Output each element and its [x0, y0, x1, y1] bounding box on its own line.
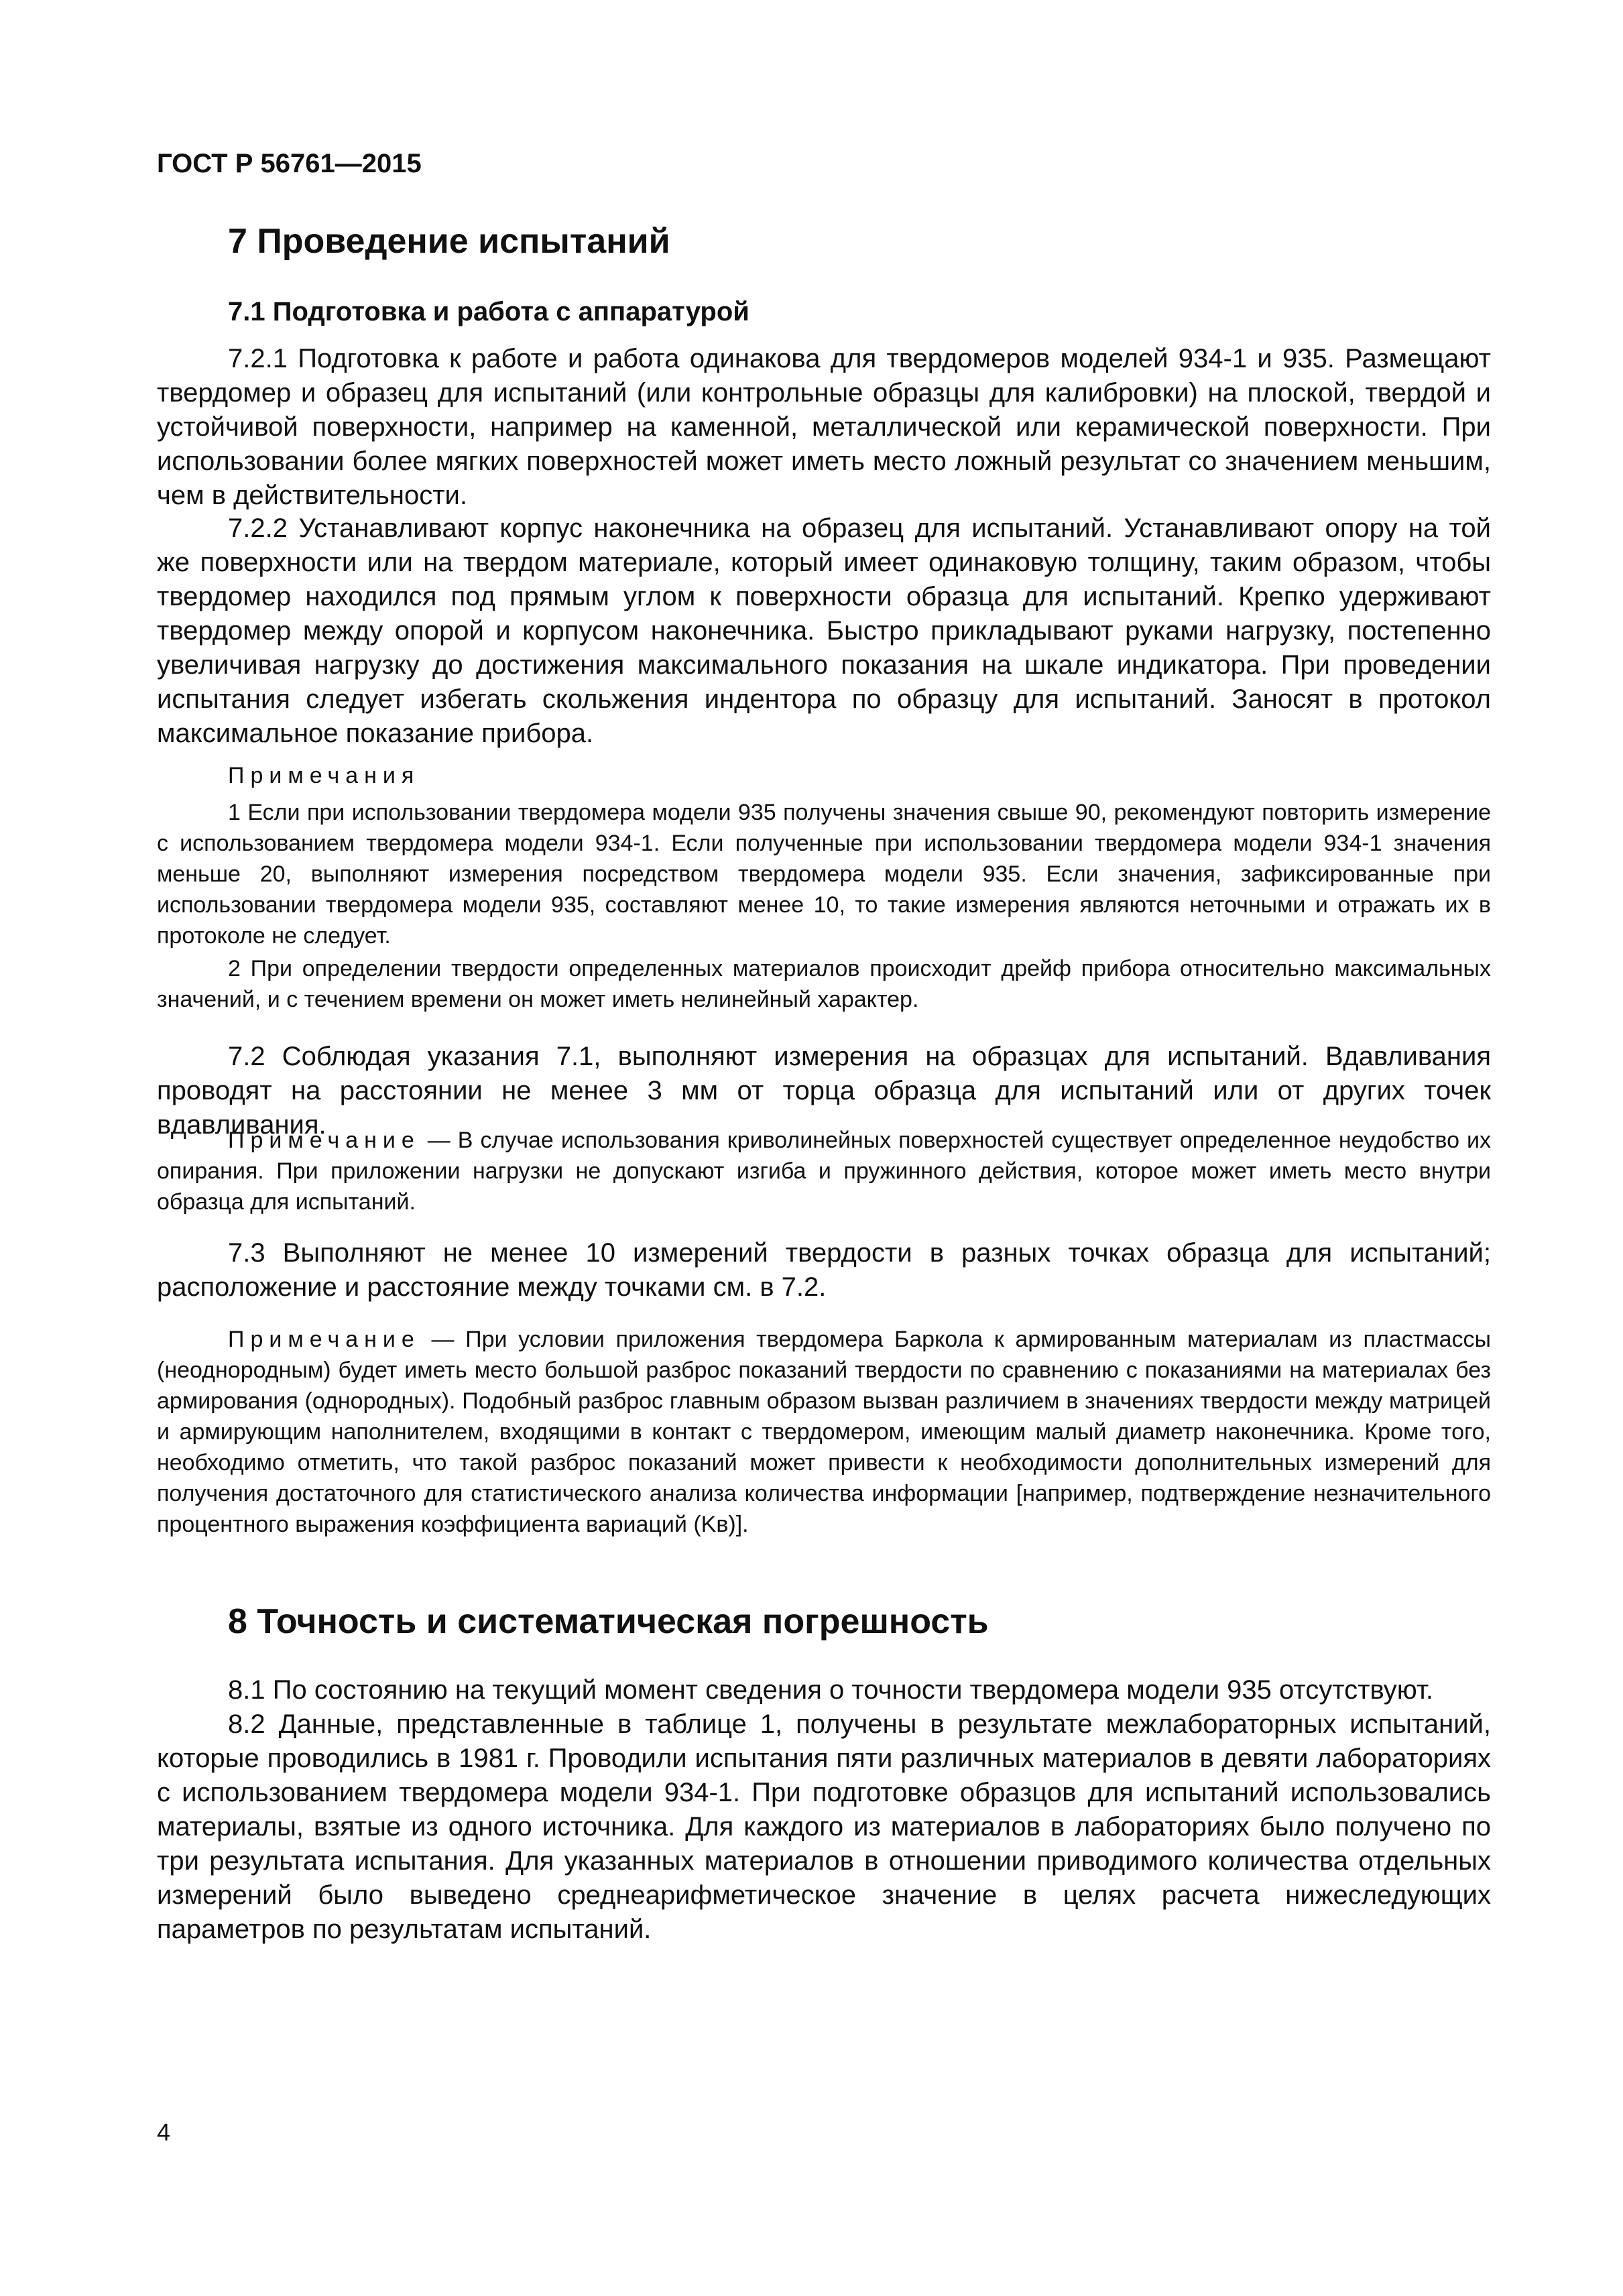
note-7-2-text: В случае использования криволинейных поверхностей существует определенное неудобство их опирания. При приложении нагрузки не допускают изгиба и пружинного действия, которое может иметь место внутри образца для испытаний.	[157, 1128, 1491, 1215]
notes-heading: Примечания	[228, 763, 420, 788]
note-label: Примечание	[228, 1128, 420, 1153]
document-code: ГОСТ Р 56761—2015	[157, 149, 422, 178]
note-1: 1 Если при использовании твердомера модели 935 получены значения свыше 90, рекомендуют повторить измерение с использованием твердомера модели 934-1. Если полученные при использовании твердомера модели 934-1 значения меньше 20, выполняют измерения посредством твердомера модели 935. Если значения, зафиксированные при использовании твердомера модели 935, составляют менее 10, то такие измерения являются неточными и отражать их в протоколе не следует.	[157, 800, 1491, 949]
paragraph-7-3: 7.3 Выполняют не менее 10 измерений твердости в разных точках образца для испытаний; расположение и расстояние между точками см. в 7.2.	[157, 1238, 1491, 1302]
note-2: 2 При определении твердости определенных материалов происходит дрейф прибора относительно максимальных значений, и с течением времени он может иметь нелинейный характер.	[157, 956, 1491, 1012]
paragraph-8-1: 8.1 По состоянию на текущий момент сведения о точности твердомера модели 935 отсутствуют.	[228, 1675, 1433, 1705]
note-7-3	[157, 1324, 1491, 1540]
section-7-title: 7 Проведение испытаний	[228, 222, 670, 261]
paragraph-7-2-2: 7.2.2 Устанавливают корпус наконечника на образец для испытаний. Устанавливают опору на той же поверхности или на твердом материале, который имеет одинаковую толщину, таким образом, чтобы твердомер находился под прямым углом к поверхности образца для испытаний. Крепко удерживают твердомер между опорой и корпусом наконечника. Быстро прикладывают руками нагрузку, постепенно увеличивая нагрузку до достижения максимального показания на шкале индикатора. При проведении испытания следует избегать скольжения индентора по образцу для испытаний. Заносят в протокол максимальное показание прибора.	[157, 513, 1491, 748]
note-dash: —	[420, 1128, 458, 1153]
note-label: Примечание	[228, 1327, 420, 1352]
paragraph-7-2-1: 7.2.1 Подготовка к работе и работа одинакова для твердомеров моделей 934-1 и 935. Размещают твердомер и образец для испытаний (или контрольные образцы для калибровки) на плоской, твердой и устойчивой поверхности, например на каменной, металлической или керамической поверхности. При использовании более мягких поверхностей может иметь место ложный результат со значением меньшим, чем в действительности.	[157, 344, 1491, 510]
paragraph-7-2: 7.2 Соблюдая указания 7.1, выполняют измерения на образцах для испытаний. Вдавливания проводят на расстоянии не менее 3 мм от торца образца для испытаний или от других точек вдавливания.	[157, 1042, 1491, 1140]
page-number: 4	[157, 2118, 171, 2146]
note-dash: —	[420, 1327, 466, 1352]
subsection-7-1-title: 7.1 Подготовка и работа с аппаратурой	[228, 297, 749, 326]
note-7-2	[157, 1125, 1491, 1217]
paragraph-8-2: 8.2 Данные, представленные в таблице 1, получены в результате межлабораторных испытаний, которые проводились в 1981 г. Проводили испытания пяти различных материалов в девяти лабораториях с использованием твердомера модели 934-1. При подготовке образцов для испытаний использовались материалы, взятые из одного источника. Для каждого из материалов в лабораториях было получено по три результата испытания. Для указанных материалов в отношении приводимого количества отдельных измерений было выведено среднеарифметическое значение в целях расчета нижеследующих параметров по результатам испытаний.	[157, 1709, 1491, 1944]
note-7-3-text: При условии приложения твердомера Баркола к армированным материалам из пластмассы (неоднородным) будет иметь место большой разброс показаний твердости по сравнению с показаниями на материалах без армирования (однородных). Подобный разброс главным образом вызван различием в значениях твердости между матрицей и армирующим наполнителем, входящими в контакт с твердомером, имеющим малый диаметр наконечника. Кроме того, необходимо отметить, что такой разброс показаний может привести к необходимости дополнительных измерений для получения достаточного для статистического анализа количества информации [например, подтверждение незначительного процентного выражения коэффициента вариаций (Kв)].	[157, 1327, 1491, 1537]
section-8-title: 8 Точность и систематическая погрешность	[228, 1602, 989, 1641]
